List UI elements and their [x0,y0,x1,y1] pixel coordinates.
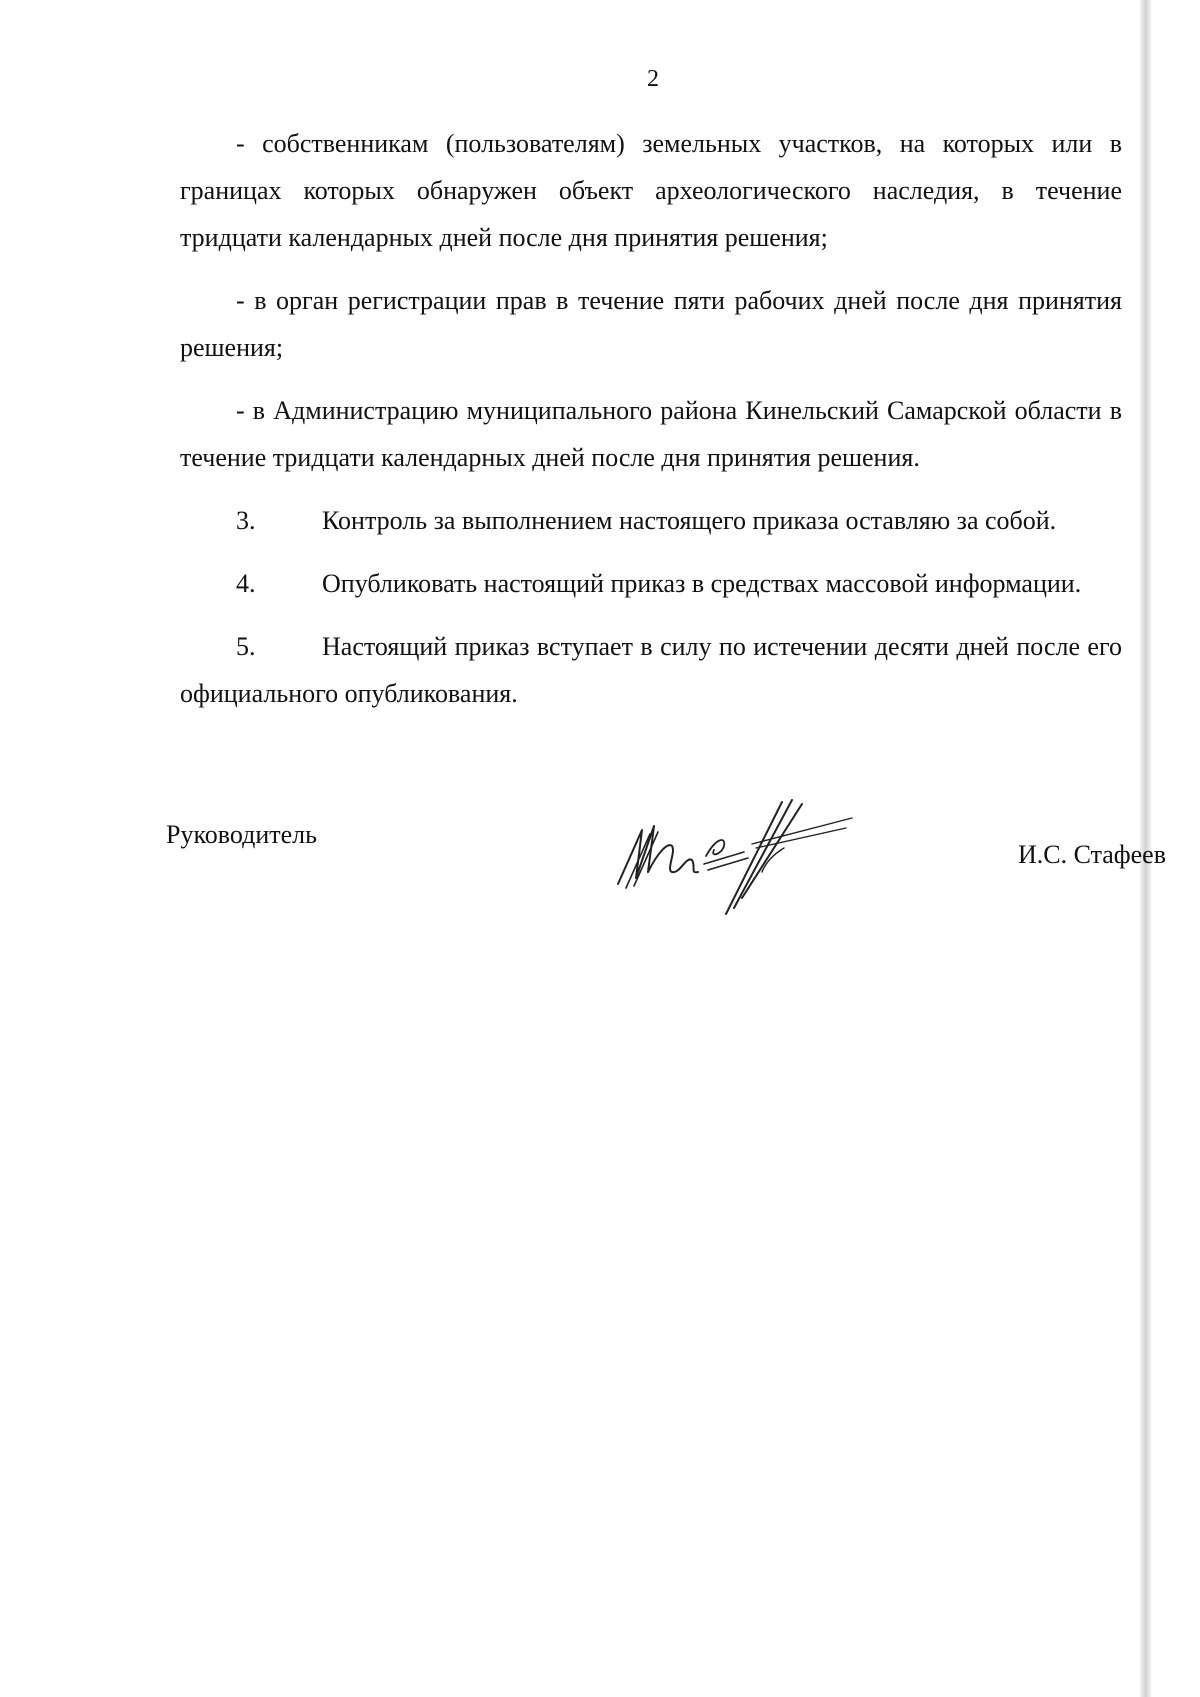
paragraph-landowners: - собственникам (пользователям) земельных участков, на которых или в границах которых обнаружен объект археологического наследия, в течение тридцати календарных дней после дня принятия решения; [180,129,1122,252]
paragraph-registration-body: - в орган регистрации прав в течение пяти рабочих дней после дня принятия решения; [180,286,1122,362]
item-text: Контроль за выполнением настоящего приказа оставляю за собой. [322,506,1057,535]
signatory-title: Руководитель [166,820,317,849]
item-text: Настоящий приказ вступает в силу по истечении десяти дней после его официального опубликования. [180,632,1122,708]
handwritten-signature [606,782,856,932]
page-number: 2 [647,66,659,92]
numbered-item-control [180,497,1122,544]
numbered-item-effective-date [180,623,1122,717]
item-number: 5. [236,632,256,661]
item-number: 3. [236,506,256,535]
numbered-item-publish [180,560,1122,607]
item-text: Опубликовать настоящий приказ в средствах массовой информации. [322,569,1082,598]
signature-block [166,820,1166,940]
signatory-name: И.С. Стафеев [1017,840,1166,869]
document-body [180,120,1122,733]
paragraph-district-administration: - в Администрацию муниципального района Кинельский Самарской области в течение тридцати календарных дней после дня принятия решения. [180,396,1122,472]
item-number: 4. [236,569,256,598]
